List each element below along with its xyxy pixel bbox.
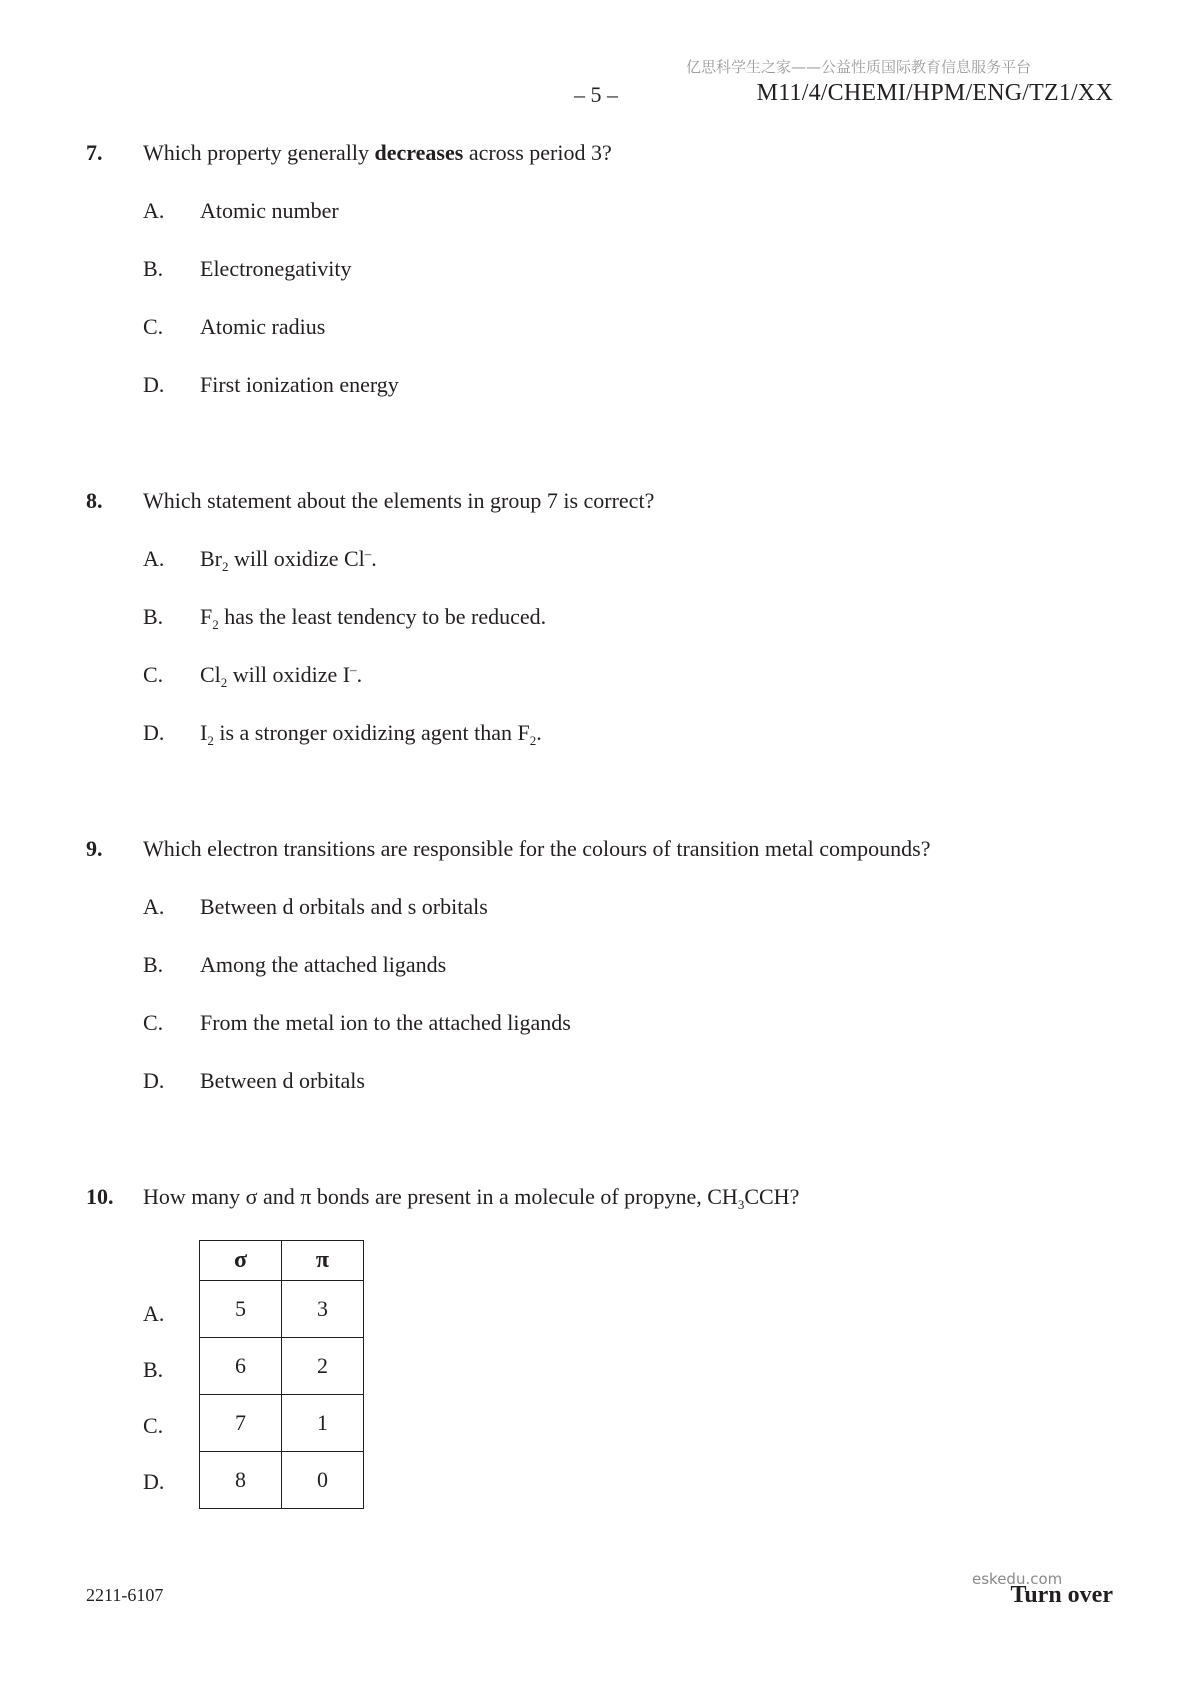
option-text: Between d orbitals <box>200 1068 365 1093</box>
option-letter: D. <box>143 1068 165 1093</box>
pi-cell: 2 <box>282 1338 364 1395</box>
question-text: Which statement about the elements in group 7 is correct? <box>143 488 655 513</box>
pi-cell: 0 <box>282 1452 364 1509</box>
question-text: How many σ and π bonds are present in a molecule of propyne, $CH_3CCH$? <box>143 1184 800 1212</box>
header-watermark: 亿思科学生之家——公益性质国际教育信息服务平台 <box>686 58 1032 76</box>
question-emphasis: decreases <box>374 140 464 165</box>
option-letter: C. <box>143 314 164 339</box>
option-text: Between d orbitals and s orbitals <box>200 894 488 919</box>
option-text: Atomic radius <box>200 314 326 339</box>
table-row <box>200 1338 364 1395</box>
option-letter: C. <box>143 662 164 687</box>
option-letter: A. <box>143 1301 165 1326</box>
option-text: Among the attached ligands <box>200 952 447 977</box>
option-text: $Br_2$ will oxidize Cl–. <box>200 546 377 574</box>
table-row <box>200 1452 364 1509</box>
question-text: Which property generally decreases across period 3? <box>143 140 612 165</box>
option-text: Atomic number <box>200 198 339 223</box>
footer-code: 2211-6107 <box>86 1585 164 1605</box>
paper-code: M11/4/CHEMI/HPM/ENG/TZ1/XX <box>756 80 1113 106</box>
question-text: Which electron transitions are responsible for the colours of transition metal compounds? <box>143 836 931 861</box>
option-letter: A. <box>143 894 165 919</box>
table-header-sigma: σ <box>200 1241 282 1281</box>
option-text: $F_2$ has the least tendency to be reduced. <box>200 604 547 632</box>
question-number: 10. <box>86 1184 114 1209</box>
option-letter: A. <box>143 198 165 223</box>
option-letter: B. <box>143 604 164 629</box>
option-letter: B. <box>143 952 164 977</box>
pi-cell: 1 <box>282 1395 364 1452</box>
option-letter: D. <box>143 372 165 397</box>
sigma-cell: 6 <box>200 1338 282 1395</box>
question-number: 7. <box>86 140 103 165</box>
pi-cell: 3 <box>282 1281 364 1338</box>
option-text: $I_2$ is a stronger oxidizing agent than $F_2$. <box>200 720 542 748</box>
sigma-cell: 7 <box>200 1395 282 1452</box>
option-letter: B. <box>143 256 164 281</box>
sigma-cell: 5 <box>200 1281 282 1338</box>
page-number: – 5 – <box>574 82 618 107</box>
question-number: 8. <box>86 488 103 513</box>
table-row <box>200 1395 364 1452</box>
table-header-row <box>200 1241 364 1281</box>
table-header-pi: π <box>282 1241 364 1281</box>
turn-over: Turn over <box>1010 1582 1113 1608</box>
question-number: 9. <box>86 836 103 861</box>
option-letter: B. <box>143 1357 164 1382</box>
option-letter: D. <box>143 1469 165 1494</box>
table-row <box>200 1281 364 1338</box>
option-text: Electronegativity <box>200 256 352 281</box>
option-text: First ionization energy <box>200 372 399 397</box>
option-letter: C. <box>143 1010 164 1035</box>
option-letter: C. <box>143 1413 164 1438</box>
footer-watermark: eskedu.com <box>972 1570 1063 1588</box>
sigma-cell: 8 <box>200 1452 282 1509</box>
option-text: From the metal ion to the attached ligands <box>200 1010 571 1035</box>
option-letter: A. <box>143 546 165 571</box>
bonds-table <box>199 1240 364 1509</box>
option-text: $Cl_2$ will oxidize I–. <box>200 662 363 690</box>
option-letter: D. <box>143 720 165 745</box>
